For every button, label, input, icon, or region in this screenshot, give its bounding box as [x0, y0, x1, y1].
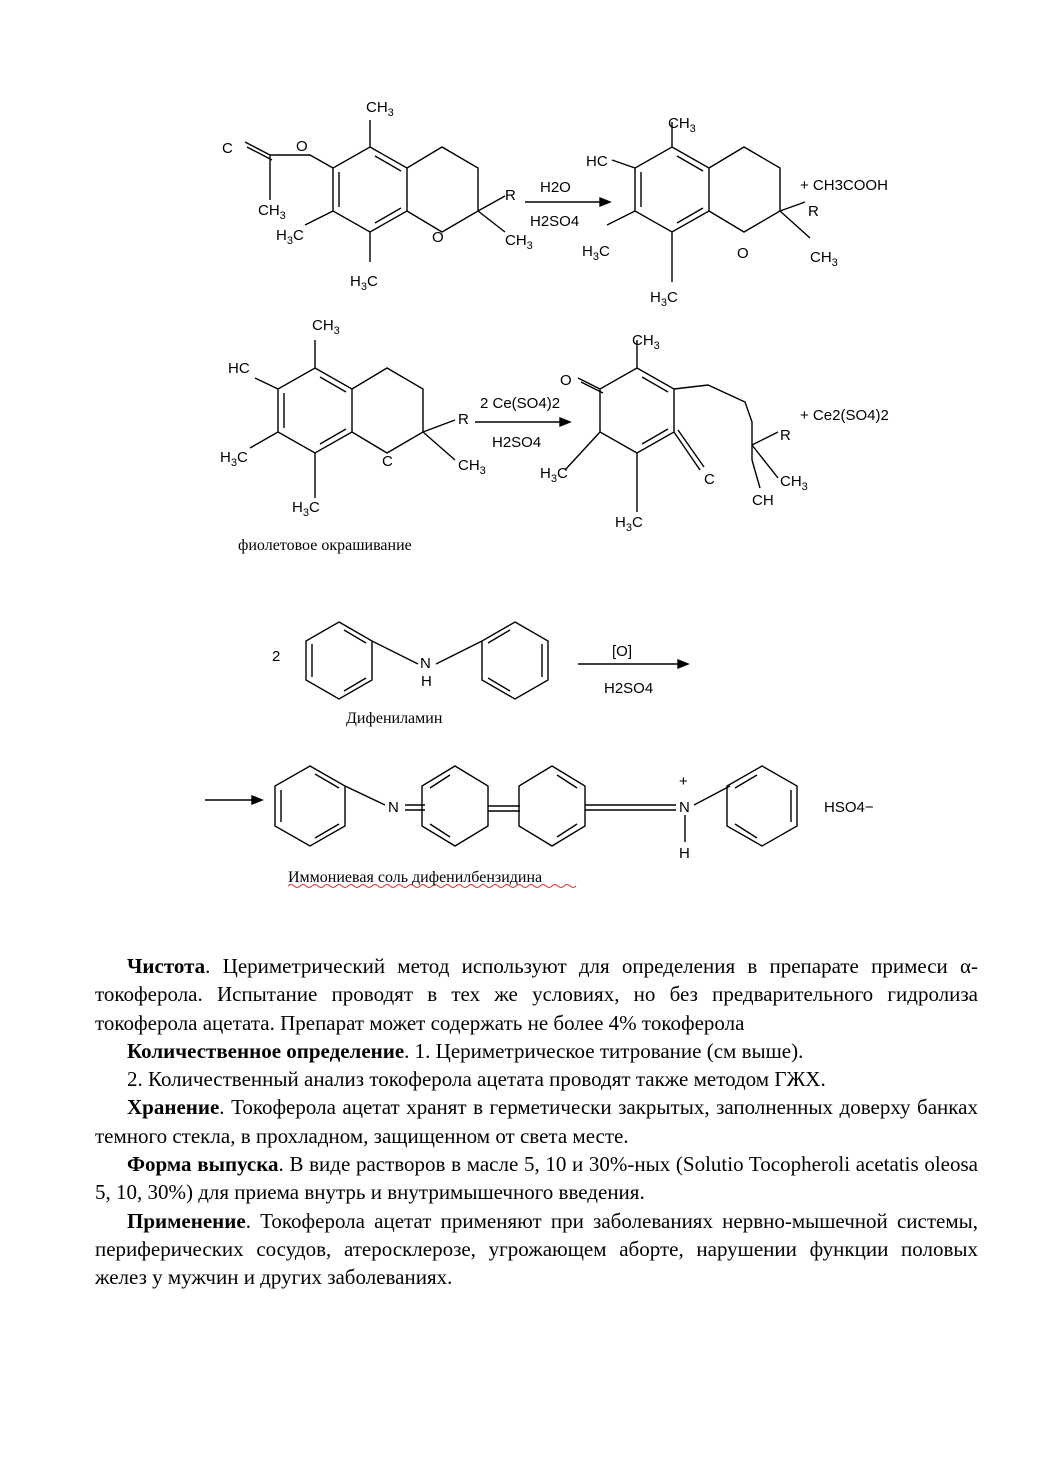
svg-text:HC: HC [228, 360, 250, 377]
svg-text:R: R [505, 187, 516, 204]
svg-text:N: N [420, 655, 431, 672]
svg-text:R: R [458, 411, 469, 428]
assay-text: . 1. Цериметрическое титрование (см выше). [404, 1038, 804, 1063]
document-body [95, 952, 978, 1292]
tocopherol-structure [607, 122, 810, 282]
reaction3-coefficient: 2 [272, 648, 281, 665]
reaction2-reagent-bottom: H2SO4 [492, 434, 542, 451]
svg-text:H3C: $H_3C$ [350, 273, 378, 293]
svg-text:CH3: $CH_3$ [810, 249, 838, 269]
tocopherylquinone-structure [565, 340, 778, 512]
reaction3-reagent-bottom: H2SO4 [604, 680, 654, 697]
storage-paragraph [95, 1093, 978, 1150]
svg-text:CH3: $CH_3$ [668, 115, 696, 135]
svg-text:H: H [421, 673, 432, 690]
svg-text:+: + [679, 773, 688, 790]
release-form-paragraph [95, 1150, 978, 1207]
product-caption: Иммониевая соль дифенилбензидина [288, 869, 543, 886]
svg-text:N: N [388, 799, 399, 816]
reaction1-reagent-top: H2O [540, 179, 571, 196]
atom-labels-r2 [220, 317, 808, 534]
release-form-heading: Форма выпуска [127, 1152, 279, 1177]
application-heading: Применение [127, 1208, 246, 1233]
assay-heading: Количественное определение [127, 1038, 405, 1063]
svg-text:H3C: $H_3C$ [650, 289, 678, 309]
storage-heading: Хранение [127, 1095, 220, 1120]
reaction2-reagent-top: 2 Ce(SO4)2 [480, 395, 561, 412]
tocopherol-structure-2 [250, 340, 455, 498]
svg-text:CH3: $CH_3$ [632, 332, 660, 352]
reaction1-byproduct: + CH3COOH [800, 177, 888, 194]
svg-text:C: C [704, 471, 715, 488]
svg-text:CH: CH [752, 492, 774, 509]
svg-text:H3C: $H_3C$ [292, 499, 320, 519]
atom-labels-r1 [222, 99, 838, 309]
svg-text:CH3: $CH_3$ [505, 232, 533, 252]
svg-text:H3C: $H_3C$ [220, 449, 248, 469]
release-form-text: . В виде растворов в масле 5, 10 и 30%-ных (Solutio Tocopheroli acetatis oleosa 5, 10, 30%) для приема внутрь и внутримышечного введения. [95, 1152, 978, 1205]
svg-text:O: O [296, 138, 308, 155]
counter-ion: HSO4− [824, 799, 874, 816]
reaction2-caption: фиолетовое окрашивание [238, 537, 412, 554]
application-text: . Токоферола ацетат применяют при заболеваниях нервно-мышечной системы, периферических сосудов, атеросклерозе, угрожающем аборте, нарушении функции половых желез у мужчин и других заболеваниях. [95, 1208, 978, 1290]
svg-text:O: O [737, 245, 749, 262]
diphenylbenzidine-immonium-structure [275, 766, 797, 846]
purity-paragraph [95, 952, 978, 1037]
purity-heading: Чистота [127, 954, 206, 978]
svg-text:R: R [780, 427, 791, 444]
assay-paragraph [95, 1037, 978, 1065]
svg-text:O: O [560, 372, 572, 389]
svg-text:O: O [432, 229, 444, 246]
svg-text:CH3: $CH_3$ [312, 317, 340, 337]
application-paragraph [95, 1207, 978, 1292]
svg-text:CH3: $CH_3$ [366, 99, 394, 119]
svg-text:CH3: $CH_3$ [780, 473, 808, 493]
svg-text:CH3: $CH_3$ [458, 457, 486, 477]
reaction3-reagent-top: [O] [612, 643, 633, 660]
purity-text: . Цериметрический метод используют для определения в препарате примеси α-токоферола. Испытание проводят в тех же условиях, но без предварительного гидролиза токоферола ацетата. Препарат может содержать не более 4% токоферола [95, 954, 978, 1035]
svg-text:HC: HC [586, 153, 608, 170]
svg-text:H3C: $H_3C$ [615, 514, 643, 534]
storage-text: . Токоферола ацетат хранят в герметически закрытых, заполненных доверху банках темного стекла, в прохладном, защищенном от света месте. [95, 1095, 978, 1148]
svg-text:N: N [679, 799, 690, 816]
svg-text:R: R [808, 203, 819, 220]
assay-method-2: 2. Количественный анализ токоферола ацетата проводят также методом ГЖХ. [127, 1067, 826, 1092]
reaction1-reagent-bottom: H2SO4 [530, 213, 580, 230]
svg-text:CH3: $CH_3$ [258, 202, 286, 222]
svg-text:H3C: $H_3C$ [582, 243, 610, 263]
svg-text:C: C [222, 140, 233, 157]
svg-text:H3C: $H_3C$ [276, 227, 304, 247]
svg-text:C: C [382, 453, 393, 470]
reactant-caption: Дифениламин [346, 710, 443, 727]
svg-text:H: H [679, 845, 690, 862]
svg-text:H3C: $H_3C$ [540, 465, 568, 485]
reaction2-byproduct: + Ce2(SO4)2 [800, 407, 889, 424]
